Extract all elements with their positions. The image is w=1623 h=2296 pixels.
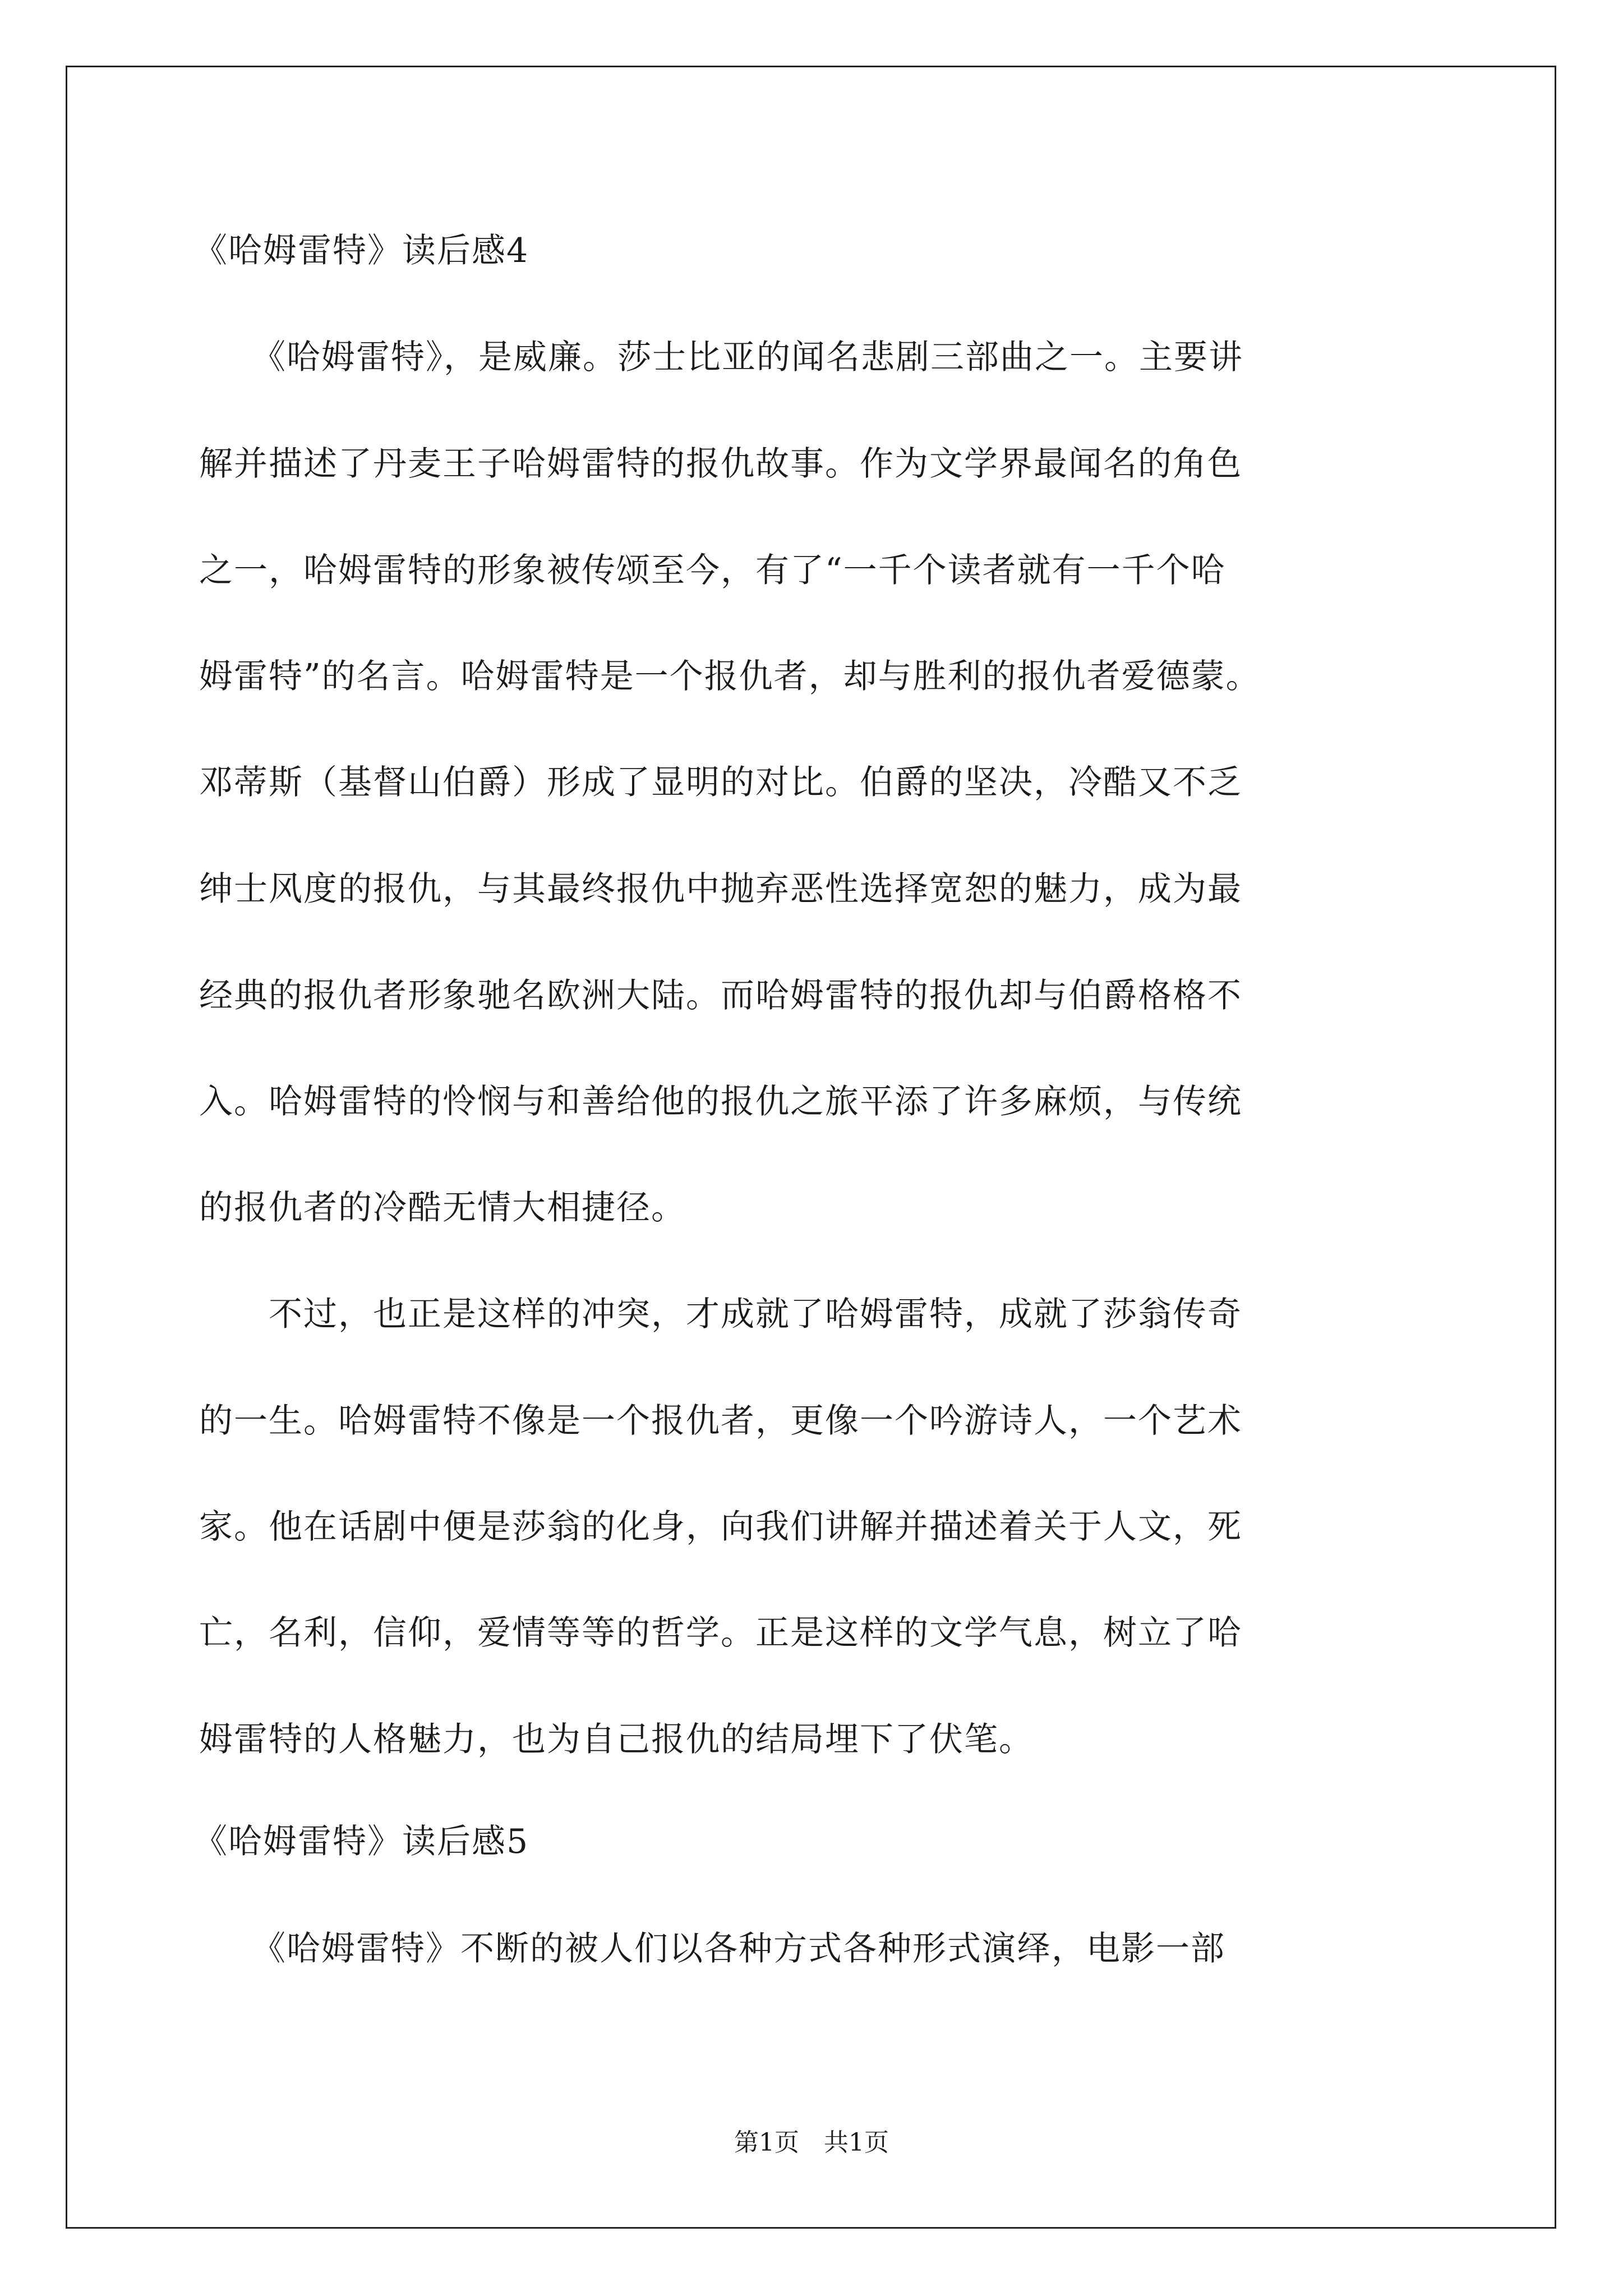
section-4-line-9: 的报仇者的冷酷无情大相捷径。: [199, 1188, 686, 1227]
section-5-line-1: 《哈姆雷特》不断的被人们以各种方式各种形式演绎，电影一部: [199, 1929, 1225, 1968]
section-4-line-14: 姆雷特的人格魅力，也为自己报仇的结局埋下了伏笔。: [199, 1720, 1034, 1759]
section-4-title: 《哈姆雷特》读后感4: [193, 231, 529, 270]
section-4-line-12: 家。他在话剧中便是莎翁的化身，向我们讲解并描述着关于人文，死: [199, 1507, 1242, 1547]
section-4-line-4: 姆雷特”的名言。哈姆雷特是一个报仇者，却与胜利的报仇者爱德蒙。: [199, 657, 1261, 696]
section-4-line-10: 不过，也正是这样的冲突，才成就了哈姆雷特，成就了莎翁传奇: [199, 1295, 1242, 1334]
section-4-line-11: 的一生。哈姆雷特不像是一个报仇者，更像一个吟游诗人，一个艺术: [199, 1401, 1242, 1441]
section-4-line-8: 入。哈姆雷特的怜悯与和善给他的报仇之旅平添了许多麻烦，与传统: [199, 1082, 1242, 1121]
section-4-line-3: 之一，哈姆雷特的形象被传颂至今，有了“一千个读者就有一千个哈: [199, 551, 1226, 590]
section-4-line-7: 经典的报仇者形象驰名欧洲大陆。而哈姆雷特的报仇却与伯爵格格不: [199, 976, 1242, 1015]
section-4-line-13: 亡，名利，信仰，爱情等等的哲学。正是这样的文学气息，树立了哈: [199, 1613, 1242, 1653]
page-footer: 第1页 共1页: [734, 2128, 889, 2157]
section-4-line-2: 解并描述了丹麦王子哈姆雷特的报仇故事。作为文学界最闻名的角色: [199, 444, 1242, 484]
section-5-title: 《哈姆雷特》读后感5: [193, 1822, 529, 1861]
page-border: [66, 66, 1556, 2229]
section-4-line-1: 《哈姆雷特》，是威廉。莎士比亚的闻名悲剧三部曲之一。主要讲: [199, 338, 1243, 377]
section-4-line-6: 绅士风度的报仇，与其最终报仇中抛弃恶性选择宽恕的魅力，成为最: [199, 869, 1242, 909]
section-4-line-5: 邓蒂斯（基督山伯爵）形成了显明的对比。伯爵的坚决，冷酷又不乏: [199, 763, 1242, 802]
